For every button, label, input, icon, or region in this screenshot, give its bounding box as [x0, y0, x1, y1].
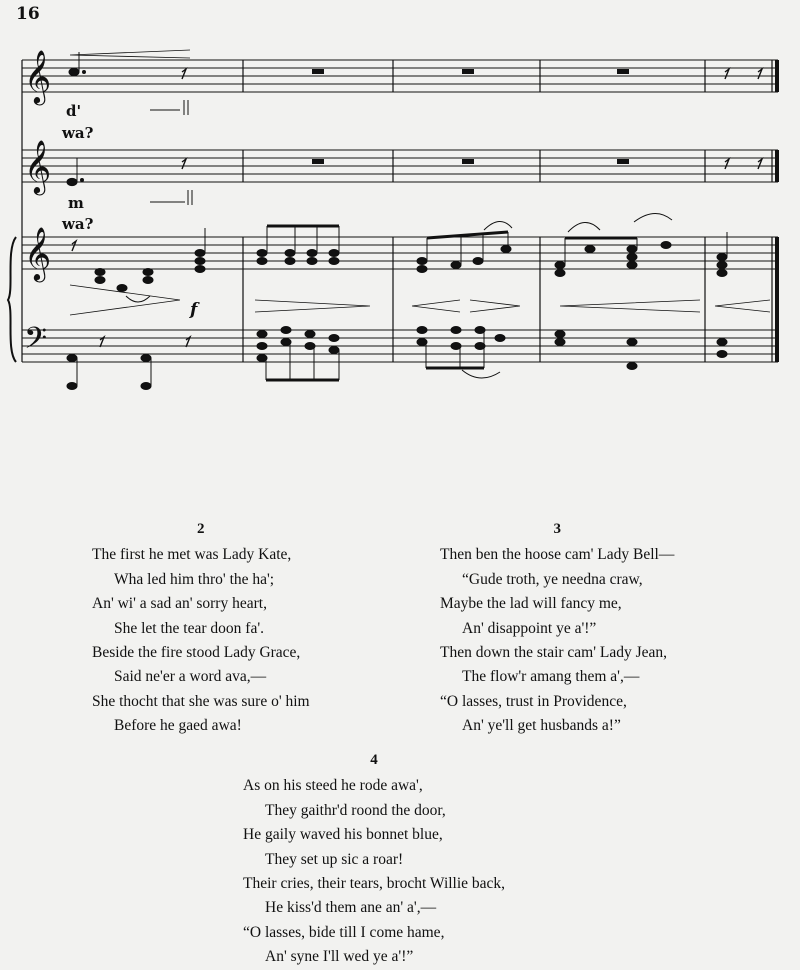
treble-clef-icon: 𝄞 — [24, 49, 52, 103]
piano-bass-staff — [22, 330, 778, 362]
verse-line: An' wi' a sad an' sorry heart, — [92, 595, 267, 613]
verse-line: Before he gaed awa! — [114, 717, 242, 735]
verse-line: “O lasses, bide till I come hame, — [243, 923, 445, 941]
verse-line: They gaithr'd roond the door, — [265, 801, 446, 819]
verse-line: “Gude troth, ye needna craw, — [462, 570, 643, 588]
verse-line: She thocht that she was sure o' him — [92, 692, 310, 710]
verse-line: “O lasses, trust in Providence, — [440, 692, 627, 710]
syllable-wa-middle: wa? — [62, 215, 94, 233]
treble-clef-icon: 𝄞 — [24, 139, 52, 193]
syllable-wa-upper: wa? — [62, 124, 94, 142]
verse-line: An' ye'll get husbands a!” — [462, 717, 621, 735]
verse-line: As on his steed he rode awa', — [243, 777, 423, 795]
verse-line: The flow'r amang them a',— — [462, 668, 640, 686]
verse-number: 3 — [553, 521, 561, 537]
music-score — [0, 0, 800, 400]
verse-number: 2 — [197, 521, 205, 537]
verse-line: Wha led him thro' the ha'; — [114, 570, 275, 588]
alto-staff — [22, 150, 778, 182]
verse-line: Their cries, their tears, brocht Willie back, — [243, 875, 506, 893]
verse-line: An' syne I'll wed ye a'!” — [265, 948, 414, 966]
verse-line: Beside the fire stood Lady Grace, — [92, 644, 301, 662]
dynamic-forte: f — [190, 300, 198, 320]
page-number: 16 — [16, 4, 40, 24]
verse-line: She let the tear doon fa'. — [114, 619, 264, 637]
bass-clef-icon: 𝄢 — [24, 322, 48, 363]
syllable-d: d' — [66, 102, 82, 120]
verse-4 — [243, 748, 505, 970]
verse-line: He gaily waved his bonnet blue, — [243, 826, 443, 844]
treble-clef-icon: 𝄞 — [24, 226, 52, 280]
verse-line: An' disappoint ye a'!” — [462, 619, 597, 637]
syllable-m: m — [68, 194, 84, 212]
verse-line: Then down the stair cam' Lady Jean, — [440, 644, 668, 662]
verse-line: Said ne'er a word ava,— — [114, 668, 267, 686]
barlines — [243, 60, 772, 362]
verse-line: They set up sic a roar! — [265, 850, 404, 868]
verse-line: Then ben the hoose cam' Lady Bell— — [440, 546, 675, 564]
verse-line: He kiss'd them ane an' a',— — [265, 899, 437, 917]
verse-number: 4 — [370, 752, 378, 768]
verse-2 — [92, 517, 310, 739]
verse-3 — [440, 517, 674, 739]
soprano-staff — [22, 60, 778, 92]
verse-line: The first he met was Lady Kate, — [92, 546, 292, 564]
verse-line: Maybe the lad will fancy me, — [440, 595, 622, 613]
